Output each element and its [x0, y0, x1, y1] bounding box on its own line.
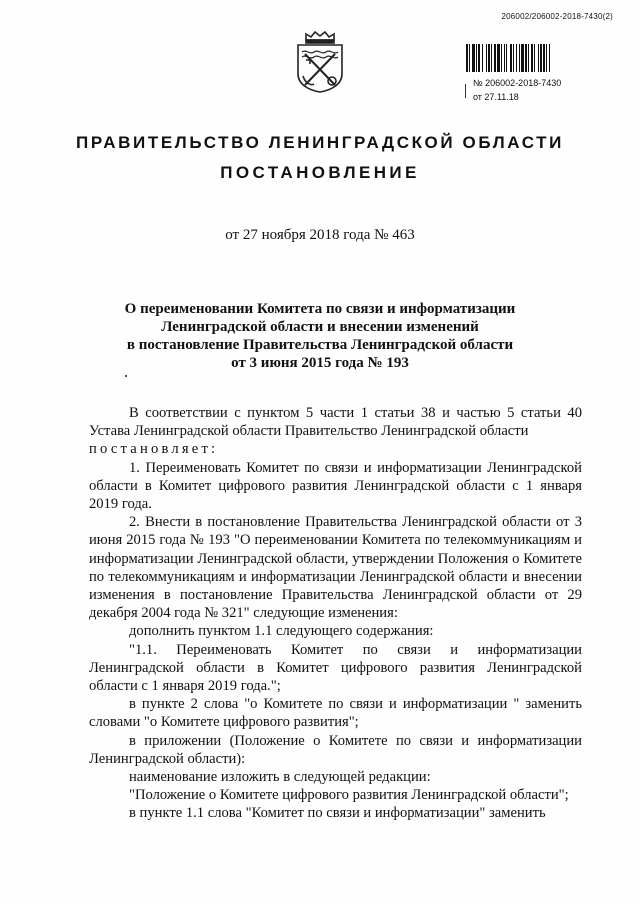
barcode-bar — [504, 44, 505, 72]
registration-mark — [465, 84, 466, 98]
body-paragraph: в пункте 2 слова "о Комитете по связи и информатизации " заменить словами "о Комитете цифрового развития"; — [89, 696, 582, 731]
barcode-bar — [497, 44, 500, 72]
barcode-bar — [534, 44, 535, 72]
document-date-number: от 27 ноября 2018 года № 463 — [225, 227, 415, 243]
barcode-bar — [466, 44, 468, 72]
scan-speck — [125, 375, 127, 377]
subject-line: Ленинградской области и внесении изменений — [161, 319, 479, 335]
document-subject — [80, 300, 560, 372]
registration-number: № 206002-2018-7430 — [473, 78, 562, 88]
body-decree-word — [89, 440, 582, 458]
barcode-bar — [472, 44, 475, 72]
barcode-bar — [491, 44, 492, 72]
body-paragraph: в приложении (Положение о Комитете по связи и информатизации Ленинградской области): — [89, 732, 582, 767]
organization-title: ПРАВИТЕЛЬСТВО ЛЕНИНГРАДСКОЙ ОБЛАСТИ — [76, 133, 564, 152]
barcode-bar — [531, 44, 533, 72]
barcode-bar — [549, 44, 550, 72]
barcode-bar — [528, 44, 529, 72]
coat-of-arms-icon — [292, 30, 348, 94]
body-preamble: В соответствии с пунктом 5 части 1 статьи 38 и частью 5 статьи 40 Устава Ленинградской области Правительство Ленинградской области — [89, 405, 582, 440]
body-paragraph: 1. Переименовать Комитет по связи и информатизации Ленинградской области в Комитет цифрового развития Ленинградской области с 1 января 2019 года. — [89, 459, 582, 513]
registration-code-top: 206002/206002-2018-7430(2) — [501, 12, 613, 21]
barcode-bar — [538, 44, 539, 72]
barcode-bar — [476, 44, 477, 72]
decree-word: постановляет: — [89, 441, 219, 458]
body-paragraph: "1.1. Переименовать Комитет по связи и информатизации Ленинградской области в Комитет цифрового развития Ленинградской области с 1 января 2019 года."; — [89, 641, 582, 695]
barcode-bar — [516, 44, 517, 72]
document-type: ПОСТАНОВЛЕНИЕ — [220, 163, 420, 182]
barcode-bar — [510, 44, 512, 72]
subject-line: от 3 июня 2015 года № 193 — [231, 355, 409, 371]
body-paragraph: "Положение о Комитете цифрового развития Ленинградской области"; — [129, 787, 569, 804]
barcode-bar — [546, 44, 547, 72]
subject-line: в постановление Правительства Ленинградской области — [126, 337, 514, 353]
barcode-bar — [540, 44, 542, 72]
subject-line: О переименовании Комитета по связи и информатизации — [124, 301, 516, 317]
body-paragraph: в пункте 1.1 слова "Комитет по связи и информатизации" заменить — [129, 805, 546, 822]
body-paragraph: дополнить пунктом 1.1 следующего содержания: — [129, 623, 434, 640]
body-paragraph: наименование изложить в следующей редакции: — [129, 769, 431, 786]
barcode-bar — [486, 44, 487, 72]
barcode-bar — [513, 44, 514, 72]
document-body — [89, 404, 582, 823]
barcode-bar — [488, 44, 490, 72]
barcode-bar — [478, 44, 480, 72]
barcode-bar — [525, 44, 527, 72]
registration-date: от 27.11.18 — [473, 92, 519, 102]
barcode-bar — [482, 44, 483, 72]
barcode-bar — [501, 44, 502, 72]
barcode-bar — [494, 44, 496, 72]
barcode-bar — [519, 44, 520, 72]
barcode — [466, 44, 612, 72]
barcode-bar — [506, 44, 507, 72]
barcode-bar — [521, 44, 524, 72]
barcode-bar — [469, 44, 470, 72]
barcode-bar — [543, 44, 545, 72]
body-paragraph: 2. Внести в постановление Правительства Ленинградской области от 3 июня 2015 года № 193 "О переименовании Комитета по телекоммуникациям и информатизации Ленинградской области, утверждении Положения о Комитете по телекоммуникациям и информатизации Ленинградской области и внесении изменения в постановление Правительства Ленинградской области от 29 декабря 2004 года № 321" следующие изменения: — [89, 514, 582, 622]
